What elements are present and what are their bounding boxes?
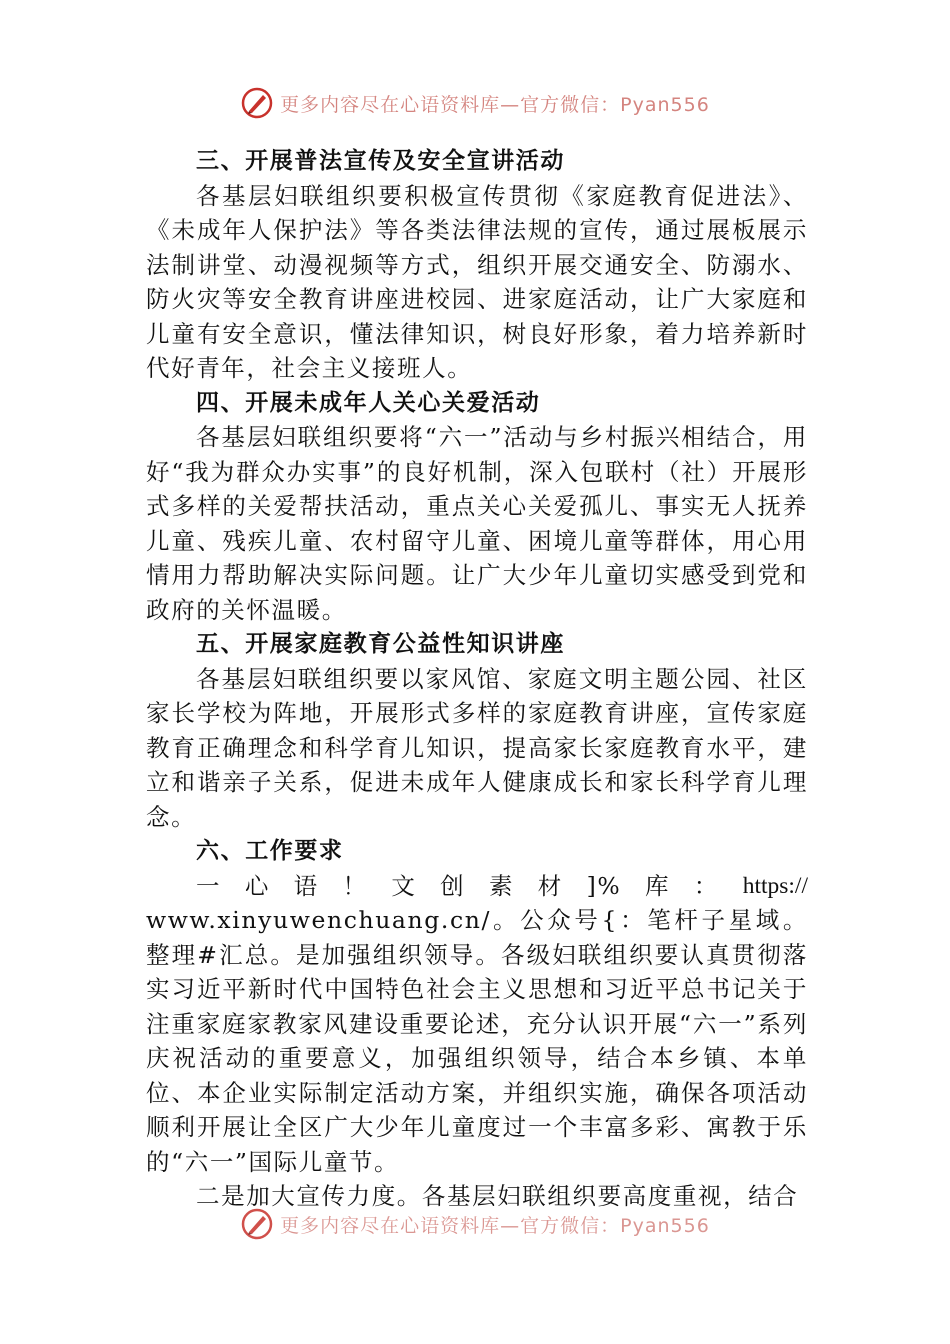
section-body-3: 各基层妇联组织要积极宣传贯彻《家庭教育促进法》、《未成年人保护法》等各类法律法规的宣传，通过展板展示法制讲堂、动漫视频等方式，组织开展交通安全、防溺水、防火灾等安全教育讲座进校园、进家庭活动，让广大家庭和儿童有安全意识，懂法律知识，树良好形象，着力培养新时代好青年，社会主义接班人。 [146,181,808,382]
spread-char: 一 [196,871,222,900]
pen-logo-icon [240,86,274,120]
section-body-6-para2: 二是加大宣传力度。各基层妇联组织要高度重视，结合 [196,1182,799,1210]
pen-logo-icon [240,1207,274,1241]
spread-char: 素 [488,871,515,900]
spread-char: 创 [440,871,466,900]
section-heading-6: 六、工作要求 [196,838,344,864]
spread-char: 材 [537,871,563,900]
spread-char: 心 [244,871,270,900]
section-heading-3: 三、开展普法宣传及安全宣讲活动 [196,148,565,174]
spread-char: 库 [645,871,671,900]
spread-char: 文 [391,871,417,900]
spread-char: ]% [586,871,622,900]
section-body-5: 各基层妇联组织要以家风馆、家庭文明主题公园、社区家长学校为阵地，开展形式多样的家庭教育讲座，宣传家庭教育正确理念和科学育儿知识，提高家长家庭教育水平，建立和谐亲子关系，促进未成年人健康成长和家长科学育儿理念。 [146,664,808,831]
section-body-6-para1: www.xinyuwenchuang.cn/。公众号{：笔杆子星域。整理#汇总。是加强组织领导。各级妇联组织要认真贯彻落实习近平新时代中国特色社会主义思想和习近平总书记关于注重家庭家教家风建设重要论述，充分认识开展“六一”系列庆祝活动的重要意义，加强组织领导，结合本乡镇、本单位、本企业实际制定活动方案，并组织实施，确保各项活动顺利开展让全区广大少年儿童度过一个丰富多彩、寓教于乐的“六一”国际儿童节。 [146,906,808,1176]
header-watermark [0,83,950,123]
spread-char: ： [693,871,719,900]
spread-char: ！ [342,871,368,900]
spread-char: 语 [293,871,319,900]
section-body-4: 各基层妇联组织要将“六一”活动与乡村振兴相结合，用好“我为群众办实事”的良好机制，深入包联村（社）开展形式多样的关爱帮扶活动，重点关心关爱孤儿、事实无人抚养儿童、残疾儿童、农村留守儿童、困境儿童等群体，用心用情用力帮助解决实际问题。让广大少年儿童切实感受到党和政府的关怀温暖。 [146,423,808,624]
section-heading-5: 五、开展家庭教育公益性知识讲座 [196,631,565,657]
spread-line [146,869,808,904]
document-body [146,144,808,1214]
watermark-text: 更多内容尽在心语资料库—官方微信：Pyan556 [280,1214,710,1237]
spread-url: https:// [742,872,808,899]
section-heading-4: 四、开展未成年人关心关爱活动 [196,389,541,416]
footer-watermark [0,1204,950,1244]
watermark-text: 更多内容尽在心语资料库—官方微信：Pyan556 [280,93,710,116]
